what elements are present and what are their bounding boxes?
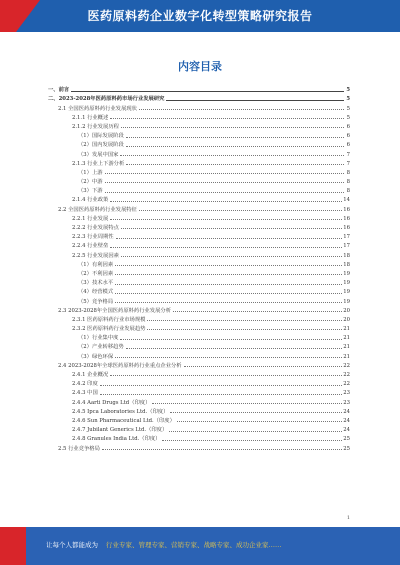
toc-leader-dots <box>110 118 344 119</box>
toc-entry[interactable] <box>48 139 350 148</box>
toc-entry-title: 2.5 行业竞争格局 <box>58 445 100 452</box>
toc-entry-page: 22 <box>343 372 350 378</box>
footer-red-accent <box>0 527 26 565</box>
toc-entry-title: 2.1.3 行业上下游分析 <box>72 160 125 167</box>
toc-entry[interactable] <box>48 305 350 314</box>
toc-leader-dots <box>110 375 342 376</box>
page-number: 1 <box>346 515 350 521</box>
toc-entry-title: 2.2 全国医药原料药行业发展特征 <box>58 206 137 213</box>
toc-leader-dots <box>100 385 342 386</box>
toc-entry[interactable] <box>48 387 350 396</box>
toc-entry-title: 2.2.5 行业发展因素 <box>72 252 119 259</box>
toc-entry-title: （2）国内发展阶段 <box>78 142 124 149</box>
toc-entry-title: （2）中游 <box>78 179 103 186</box>
toc-entry-title: （3）下游 <box>78 188 103 195</box>
toc-entry-page: 16 <box>343 215 350 222</box>
toc-leader-dots <box>173 311 342 312</box>
toc-entry-page: 6 <box>346 133 350 140</box>
toc-leader-dots <box>105 173 344 174</box>
toc-entry[interactable] <box>48 433 350 442</box>
toc-entry-page: 8 <box>346 179 350 186</box>
toc-entry-page: 16 <box>343 225 350 231</box>
toc-leader-dots <box>110 201 342 202</box>
toc-entry[interactable] <box>48 84 350 93</box>
toc-leader-dots <box>102 449 342 450</box>
toc-leader-dots <box>126 137 344 138</box>
toc-entry-page: 19 <box>343 270 350 277</box>
toc-entry[interactable] <box>48 424 350 433</box>
toc-heading: 内容目录 <box>178 60 222 73</box>
toc-entry-page: 14 <box>343 197 350 204</box>
toc-entry-page: 20 <box>343 316 350 323</box>
toc-leader-dots <box>105 192 344 193</box>
toc-entry-title: 2.3 2023-2028年全国医药原料药行业发展分析 <box>58 307 172 314</box>
toc-leader-dots <box>169 431 342 432</box>
toc-entry-title: （5）竞争格局 <box>78 298 114 305</box>
toc-entry-title: （3）技术水平 <box>78 280 114 287</box>
toc-leader-dots <box>120 155 344 156</box>
toc-entry[interactable] <box>48 203 350 212</box>
toc-leader-dots <box>139 109 344 110</box>
toc-leader-dots <box>100 394 342 395</box>
toc-leader-dots <box>110 219 342 220</box>
toc-leader-dots <box>115 265 342 266</box>
toc-leader-dots <box>115 357 342 358</box>
toc-entry-title: 2.4 2023-2028年全球医药原料药行业重点企业分析 <box>58 362 182 369</box>
toc-entry-page: 8 <box>346 188 350 195</box>
toc-leader-dots <box>116 238 343 239</box>
toc-entry[interactable] <box>48 167 350 176</box>
toc-entry[interactable] <box>48 323 350 332</box>
toc-leader-dots <box>147 320 342 321</box>
toc-leader-dots <box>105 182 344 183</box>
toc-entry-title: 2.4.1 企业概况 <box>72 372 109 378</box>
toc-entry-page: 5 <box>346 114 350 121</box>
toc-entry[interactable] <box>48 213 350 222</box>
toc-entry-title: 2.1.4 行业政策 <box>72 197 109 204</box>
toc-leader-dots <box>71 91 344 92</box>
toc-entry[interactable] <box>48 406 350 415</box>
toc-entry-page: 25 <box>343 436 350 443</box>
report-footer <box>0 527 400 565</box>
toc-leader-dots <box>110 247 342 248</box>
toc-entry-title: 2.4.7 Jubilant Generics Ltd.（印度） <box>72 427 168 434</box>
toc-entry[interactable] <box>48 231 350 240</box>
toc-leader-dots <box>126 348 343 349</box>
toc-entry-page: 21 <box>343 344 350 351</box>
toc-entry-page: 16 <box>343 206 350 213</box>
toc-entry-title: （1）行业集中度 <box>78 335 119 342</box>
toc-entry-title: （4）经营模式 <box>78 289 114 296</box>
toc-entry-page: 21 <box>343 335 350 342</box>
toc-entry-page: 17 <box>343 234 350 241</box>
toc-entry-page: 7 <box>346 151 350 158</box>
toc-leader-dots <box>115 284 342 285</box>
toc-entry[interactable] <box>48 194 350 203</box>
toc-entry-title: 一、前言 <box>48 87 70 94</box>
toc-leader-dots <box>121 127 344 128</box>
toc-entry-title: 2.3.1 医药原料药行业市场规模 <box>72 316 146 323</box>
table-of-contents <box>48 84 350 452</box>
toc-entry-page: 19 <box>343 280 350 287</box>
toc-leader-dots <box>166 100 344 101</box>
toc-entry-title: 2.1 全国医药原料药行业发展现状 <box>58 105 137 112</box>
toc-entry[interactable] <box>48 378 350 387</box>
toc-entry-title: （3）发展中国家 <box>78 151 119 158</box>
toc-entry-page: 24 <box>343 417 350 424</box>
toc-entry-title: 2.2.4 行业壁垒 <box>72 243 109 250</box>
toc-entry[interactable] <box>48 240 350 249</box>
toc-entry[interactable] <box>48 341 350 350</box>
toc-leader-dots <box>162 440 342 441</box>
toc-leader-dots <box>139 210 342 211</box>
toc-entry-title: （1）有利因素 <box>78 261 114 268</box>
toc-entry[interactable] <box>48 396 350 405</box>
toc-leader-dots <box>147 329 342 330</box>
toc-entry-page: 17 <box>343 243 350 250</box>
toc-entry[interactable] <box>48 249 350 258</box>
toc-entry-page: 23 <box>343 399 350 406</box>
toc-entry-title: 2.2.1 行业发展 <box>72 215 109 222</box>
toc-leader-dots <box>121 256 342 257</box>
toc-entry[interactable] <box>48 121 350 130</box>
toc-entry[interactable] <box>48 259 350 268</box>
toc-leader-dots <box>170 412 342 413</box>
toc-entry[interactable] <box>48 360 350 369</box>
toc-entry-page: 8 <box>346 169 350 176</box>
toc-entry[interactable] <box>48 332 350 341</box>
toc-leader-dots <box>115 293 342 294</box>
toc-entry-title: （2）不利因素 <box>78 270 114 277</box>
toc-entry-page: 21 <box>343 326 350 333</box>
toc-entry-page: 7 <box>346 160 350 167</box>
toc-entry-page: 24 <box>343 408 350 415</box>
toc-entry-title: 二、2023-2028年医药原料药市场行业发展研究 <box>48 96 165 103</box>
toc-entry-page: 22 <box>343 381 350 388</box>
toc-entry-page: 5 <box>346 96 350 103</box>
toc-entry-title: 2.2.2 行业发展特点 <box>72 225 119 231</box>
footer-slogan-lead: 让每个人都能成为 <box>46 541 98 549</box>
toc-entry[interactable] <box>48 158 350 167</box>
toc-entry-title: 2.1.1 行业概述 <box>72 114 109 121</box>
toc-entry-title: 2.2.3 行业周期性 <box>72 234 114 241</box>
toc-entry[interactable] <box>48 442 350 451</box>
toc-entry-title: 2.4.3 中国 <box>72 390 98 397</box>
toc-entry-page: 19 <box>343 298 350 305</box>
toc-entry[interactable] <box>48 176 350 185</box>
toc-entry[interactable] <box>48 148 350 157</box>
toc-entry-title: （2）产业转移趋势 <box>78 344 124 351</box>
toc-entry[interactable] <box>48 295 350 304</box>
toc-entry[interactable] <box>48 314 350 323</box>
toc-leader-dots <box>115 274 342 275</box>
toc-entry[interactable] <box>48 130 350 139</box>
toc-entry[interactable] <box>48 102 350 111</box>
toc-entry-title: 2.4.6 Sun Pharmaceutical Ltd.（印度） <box>72 417 175 424</box>
toc-entry-page: 5 <box>346 87 350 94</box>
toc-entry-title: 2.1.2 行业发展历程 <box>72 123 119 130</box>
toc-entry[interactable] <box>48 222 350 231</box>
toc-entry-title: （1）国际发展阶段 <box>78 133 124 140</box>
toc-leader-dots <box>126 164 344 165</box>
toc-entry-page: 24 <box>343 427 350 434</box>
footer-slogan <box>46 540 282 549</box>
toc-entry-page: 19 <box>343 289 350 296</box>
toc-entry[interactable] <box>48 369 350 378</box>
footer-slogan-tail: 行业专家、管理专家、营销专家、战略专家、成功企业家…… <box>106 541 282 549</box>
toc-entry[interactable] <box>48 268 350 277</box>
toc-entry-page: 21 <box>343 353 350 360</box>
toc-leader-dots <box>115 302 342 303</box>
toc-entry-title: 2.4.8 Granules India Ltd.（印度） <box>72 436 161 443</box>
toc-entry-title: 2.4.2 印度 <box>72 381 98 388</box>
report-header <box>0 0 400 32</box>
toc-entry-title: 2.3.2 医药原料药行业发展趋势 <box>72 326 146 333</box>
report-title: 医药原料药企业数字化转型策略研究报告 <box>87 9 313 23</box>
toc-entry[interactable] <box>48 112 350 121</box>
toc-entry[interactable] <box>48 185 350 194</box>
toc-entry-page: 6 <box>346 142 350 149</box>
toc-entry[interactable] <box>48 286 350 295</box>
toc-entry-page: 23 <box>343 390 350 397</box>
toc-leader-dots <box>152 403 342 404</box>
toc-entry-page: 18 <box>343 261 350 268</box>
toc-entry-page: 22 <box>343 362 350 369</box>
toc-entry[interactable] <box>48 415 350 424</box>
toc-entry[interactable] <box>48 93 350 102</box>
toc-entry-title: 2.4.5 Ipca Laboratories Ltd.（印度） <box>72 408 169 415</box>
toc-leader-dots <box>126 146 344 147</box>
toc-leader-dots <box>121 228 342 229</box>
toc-entry-title: （1）上游 <box>78 169 103 176</box>
toc-leader-dots <box>120 339 342 340</box>
toc-entry-page: 18 <box>343 252 350 259</box>
toc-entry-page: 6 <box>346 123 350 130</box>
toc-leader-dots <box>184 366 343 367</box>
toc-entry[interactable] <box>48 350 350 359</box>
toc-entry[interactable] <box>48 277 350 286</box>
toc-leader-dots <box>177 421 342 422</box>
toc-entry-page: 25 <box>343 445 350 452</box>
toc-entry-page: 20 <box>343 307 350 314</box>
toc-entry-page: 5 <box>346 105 350 112</box>
toc-entry-title: （3）绿色环保 <box>78 353 114 360</box>
toc-entry-title: 2.4.4 Aarti Drugs Ltd（印度） <box>72 399 151 406</box>
